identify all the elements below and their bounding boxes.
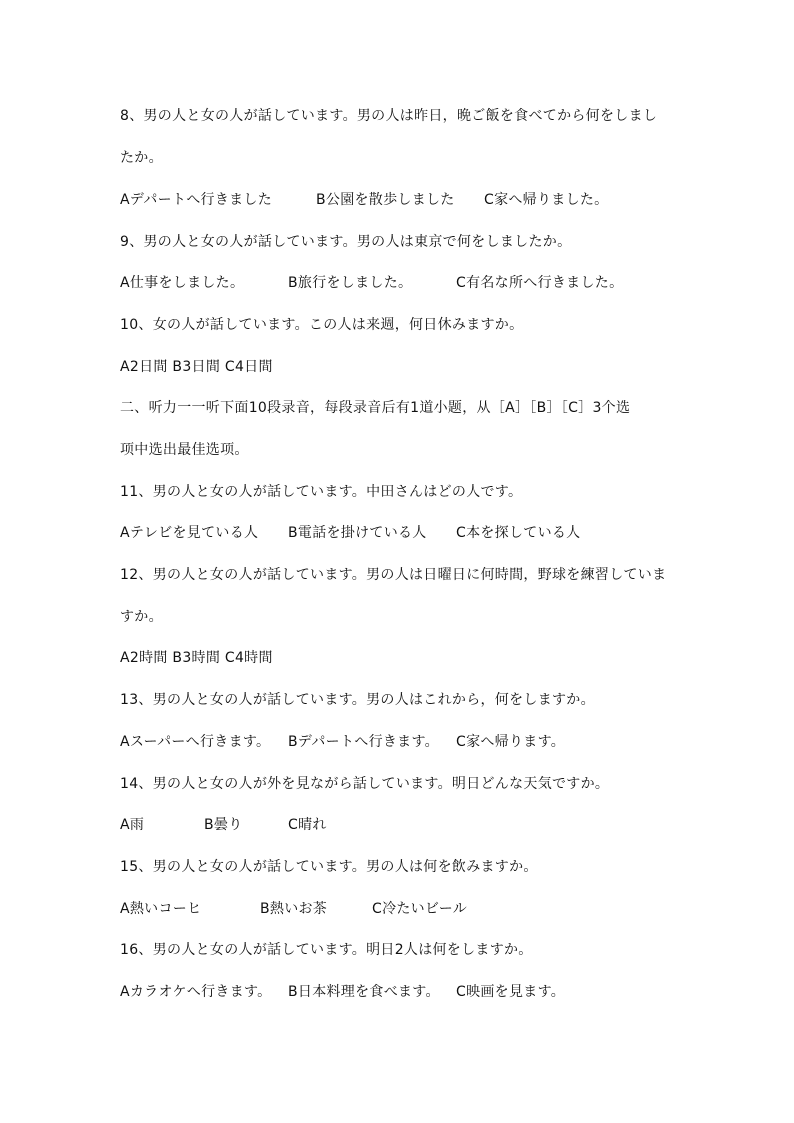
question-8-text: 8、男の人と女の人が話しています。男の人は昨日，晩ご飯を食べてから何をしまし <box>120 108 658 124</box>
question-15-text: 15、男の人と女の人が話しています。男の人は何を飲みますか。 <box>120 859 538 875</box>
question-10-options: A2日間 B3日間 C4日間 <box>120 359 273 375</box>
option-c: C冷たいビール <box>372 901 468 917</box>
option-b: B旅行をしました。 <box>288 275 413 291</box>
option-a: Aスーパーへ行きます。 <box>120 734 271 750</box>
option-c: C家へ帰ります。 <box>456 734 566 750</box>
option-a: A熱いコーヒ <box>120 901 202 917</box>
question-10-text: 10、女の人が話しています。この人は来週，何日休みますか。 <box>120 317 524 333</box>
option-b: B日本料理を食べます。 <box>288 984 440 1000</box>
option-c: C本を探している人 <box>456 525 581 541</box>
option-a: Aデパートへ行きました <box>120 192 273 208</box>
option-b: B公園を散歩しました <box>316 192 455 208</box>
option-a: Aカラオケへ行きます。 <box>120 984 272 1000</box>
question-16-text: 16、男の人と女の人が話しています。明日2人は何をしますか。 <box>120 942 533 958</box>
question-8-text-cont: たか。 <box>120 150 163 166</box>
option-a: Aテレビを見ている人 <box>120 525 259 541</box>
option-b: B熱いお茶 <box>260 901 328 917</box>
option-c: C晴れ <box>288 817 327 833</box>
option-a: A雨 <box>120 817 145 833</box>
question-12-options: A2時間 B3時間 C4時間 <box>120 650 273 666</box>
option-b: B電話を掛けている人 <box>288 525 427 541</box>
section-2-instructions-cont: 项中选出最佳选项。 <box>120 442 249 458</box>
option-c: C映画を見ます。 <box>456 984 566 1000</box>
question-13-text: 13、男の人と女の人が話しています。男の人はこれから，何をしますか。 <box>120 692 595 708</box>
question-12-text: 12、男の人と女の人が話しています。男の人は日曜日に何時間，野球を練習していま <box>120 567 667 583</box>
section-2-instructions: 二、听力一一听下面10段录音，每段录音后有1道小题，从［A］［B］［C］3个选 <box>120 400 631 416</box>
question-14-text: 14、男の人と女の人が外を見ながら話しています。明日どんな天気ですか。 <box>120 776 610 792</box>
option-a: A仕事をしました。 <box>120 275 245 291</box>
option-b: B曇り <box>204 817 243 833</box>
question-9-text: 9、男の人と女の人が話しています。男の人は東京で何をしましたか。 <box>120 234 572 250</box>
option-b: Bデパートへ行きます。 <box>288 734 439 750</box>
question-12-text-cont: すか。 <box>120 609 163 625</box>
option-c: C家へ帰りました。 <box>484 192 609 208</box>
option-c: C有名な所へ行きました。 <box>456 275 624 291</box>
question-11-text: 11、男の人と女の人が話しています。中田さんはどの人です。 <box>120 484 523 500</box>
